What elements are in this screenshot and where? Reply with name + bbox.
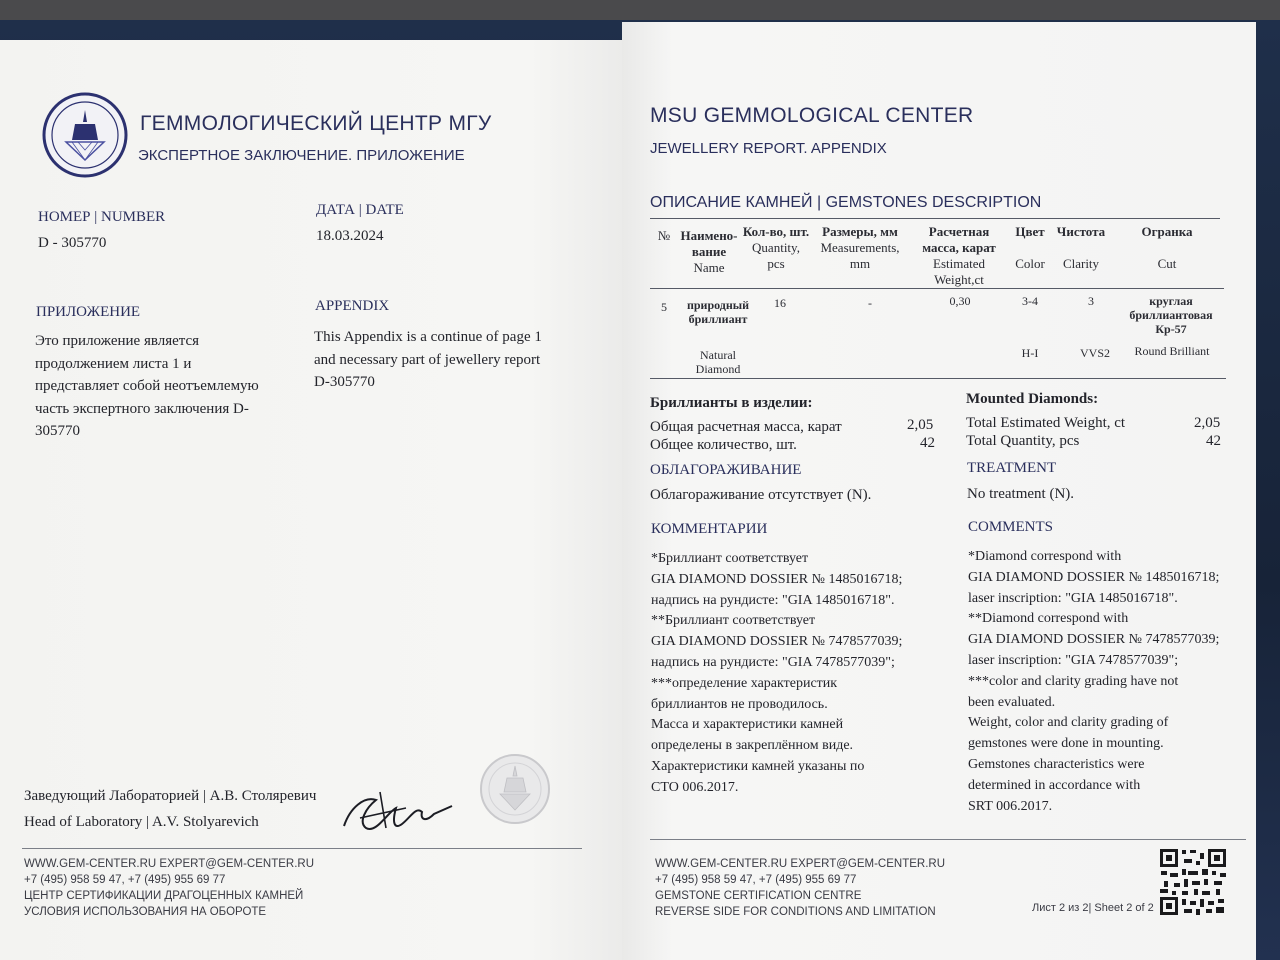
mounted-ru-title: Бриллианты в изделии: bbox=[650, 395, 813, 411]
comment-ru-line: GIA DIAMOND DOSSIER № 7478577039; bbox=[651, 634, 903, 650]
table-top-rule bbox=[650, 218, 1220, 219]
embossed-seal-icon bbox=[478, 752, 552, 826]
signature-en-role: Head of Laboratory bbox=[24, 814, 143, 830]
comment-ru-line: GIA DIAMOND DOSSIER № 1485016718; bbox=[651, 571, 903, 587]
footer-left bbox=[24, 856, 314, 920]
col-name-en: Name bbox=[693, 260, 725, 275]
mounted-en-qty-value: 42 bbox=[1206, 433, 1221, 449]
col-meas-en: Measurements, mm bbox=[820, 240, 900, 271]
row-clarity-en: VVS2 bbox=[1079, 346, 1110, 360]
mounted-en-qty-label: Total Quantity, pcs bbox=[966, 433, 1080, 449]
col-weight-ru: Расчетная масса, карат bbox=[922, 224, 996, 255]
comment-en-line: Weight, color and clarity grading of bbox=[968, 715, 1169, 731]
number-label: НОМЕР | NUMBER bbox=[38, 209, 166, 225]
row-color-ru: 3-4 bbox=[1022, 294, 1038, 308]
comment-en-line: Gemstones characteristics were bbox=[968, 756, 1145, 772]
date-value: 18.03.2024 bbox=[316, 228, 384, 244]
col-cut-en: Cut bbox=[1157, 256, 1177, 271]
number-value: D - 305770 bbox=[38, 235, 107, 251]
comment-en-line: **Diamond correspond with bbox=[968, 611, 1129, 627]
row-weight: 0,30 bbox=[949, 294, 971, 308]
col-name-header bbox=[676, 228, 742, 276]
comment-ru-line: СТО 006.2017. bbox=[651, 779, 739, 795]
row-cut-en: Round Brilliant bbox=[1134, 344, 1210, 358]
comment-en-line: ***color and clarity grading have not bbox=[968, 673, 1179, 689]
footer-rule bbox=[650, 839, 1246, 840]
footer-line: REVERSE SIDE FOR CONDITIONS AND LIMITATION bbox=[655, 906, 936, 918]
col-clarity-en: Clarity bbox=[1062, 256, 1100, 271]
appendix-en-heading: APPENDIX bbox=[315, 298, 390, 314]
mounted-ru-qty-label: Общее количество, шт. bbox=[650, 437, 797, 453]
msu-logo-seal-icon bbox=[42, 92, 128, 178]
treatment-en-heading: TREATMENT bbox=[967, 460, 1057, 476]
col-meas-header bbox=[812, 224, 908, 272]
appendix-en-text bbox=[314, 326, 604, 394]
treatment-ru-text: Облагораживание отсутствует (N). bbox=[650, 487, 872, 503]
col-cut-header bbox=[1122, 224, 1212, 272]
col-cut-ru: Огранка bbox=[1141, 224, 1193, 239]
comment-ru-line: определены в закреплённом виде. bbox=[651, 738, 854, 754]
col-color-ru: Цвет bbox=[1015, 224, 1045, 239]
col-name-ru: Наимено-вание bbox=[680, 228, 738, 259]
mounted-ru-weight-label: Общая расчетная масса, карат bbox=[650, 419, 842, 435]
signature-icon bbox=[336, 778, 460, 838]
comment-ru-line: Характеристики камней указаны по bbox=[651, 758, 865, 774]
col-color-header bbox=[1006, 224, 1054, 272]
doc-subtitle-en: JEWELLERY REPORT. APPENDIX bbox=[650, 140, 887, 157]
col-qty-header bbox=[742, 224, 810, 272]
row-no: 5 bbox=[661, 300, 667, 314]
footer-line: WWW.GEM-CENTER.RU EXPERT@GEM-CENTER.RU bbox=[24, 858, 315, 870]
mounted-en-weight-value: 2,05 bbox=[1194, 415, 1221, 431]
signature-ru-role: Заведующий Лабораторией bbox=[24, 788, 200, 804]
footer-line: WWW.GEM-CENTER.RU EXPERT@GEM-CENTER.RU bbox=[655, 858, 946, 870]
comments-ru-heading: КОММЕНТАРИИ bbox=[651, 521, 768, 537]
signature-en-name: A.V. Stolyarevich bbox=[151, 814, 259, 830]
comment-ru-line: *Бриллиант соответствует bbox=[651, 551, 809, 566]
col-qty-ru: Кол-во, шт. bbox=[742, 224, 810, 239]
row-clarity-ru: 3 bbox=[1088, 294, 1094, 308]
comment-ru-line: **Бриллиант соответствует bbox=[651, 613, 816, 629]
footer-line: УСЛОВИЯ ИСПОЛЬЗОВАНИЯ НА ОБОРОТЕ bbox=[24, 906, 267, 918]
right-page bbox=[622, 22, 1256, 960]
col-qty-en: Quantity, pcs bbox=[752, 240, 800, 271]
appendix-ru-text bbox=[35, 330, 295, 443]
appendix-en-line: This Appendix is a continue of page 1 bbox=[314, 329, 542, 345]
row-color-en: H-I bbox=[1021, 346, 1039, 360]
footer-rule bbox=[22, 848, 582, 849]
appendix-ru-line: продолжением листа 1 и bbox=[35, 355, 192, 372]
table-header-rule bbox=[650, 288, 1224, 289]
comment-en-line: gemstones were done in mounting. bbox=[968, 736, 1164, 752]
comment-ru-line: надпись на рундисте: "GIA 7478577039"; bbox=[651, 654, 895, 670]
comment-en-line: GIA DIAMOND DOSSIER № 1485016718; bbox=[968, 569, 1220, 585]
comment-ru-line: надпись на рундисте: "GIA 1485016718". bbox=[651, 592, 895, 608]
signature-ru bbox=[24, 788, 316, 805]
left-page bbox=[0, 40, 622, 960]
row-name-ru: природный бриллиант bbox=[686, 298, 750, 326]
date-label: ДАТА | DATE bbox=[316, 202, 404, 218]
col-meas-ru: Размеры, мм bbox=[822, 224, 898, 239]
row-name-en: Natural Diamond bbox=[695, 348, 741, 376]
footer-line: GEMSTONE CERTIFICATION CENTRE bbox=[655, 890, 862, 902]
appendix-ru-line: Это приложение является bbox=[35, 333, 200, 349]
comment-en-line: laser inscription: "GIA 7478577039"; bbox=[968, 652, 1179, 668]
comments-en-heading: COMMENTS bbox=[968, 519, 1054, 535]
appendix-en-line: and necessary part of jewellery report bbox=[314, 351, 541, 368]
appendix-ru-line: часть экспертного заключения D- bbox=[35, 400, 249, 417]
appendix-ru-line: 305770 bbox=[35, 423, 80, 439]
comment-en-line: GIA DIAMOND DOSSIER № 7478577039; bbox=[968, 632, 1220, 648]
appendix-en-line: D-305770 bbox=[314, 374, 375, 390]
col-no-header: № bbox=[657, 228, 671, 243]
row-qty: 16 bbox=[774, 296, 786, 310]
appendix-ru-heading: ПРИЛОЖЕНИЕ bbox=[36, 304, 141, 320]
comments-ru bbox=[651, 549, 902, 799]
mounted-ru-weight-value: 2,05 bbox=[907, 417, 934, 433]
signature-divider: | bbox=[146, 814, 152, 830]
qr-code-icon bbox=[1158, 847, 1228, 917]
col-weight-en: Estimated Weight,ct bbox=[933, 256, 985, 287]
col-weight-header bbox=[912, 224, 1006, 288]
col-clarity-header bbox=[1052, 224, 1110, 272]
signature-ru-name: А.В. Столяревич bbox=[209, 788, 317, 804]
mounted-en-weight-label: Total Estimated Weight, ct bbox=[966, 415, 1126, 431]
footer-line: +7 (495) 958 59 47, +7 (495) 955 69 77 bbox=[24, 874, 226, 886]
comment-en-line: *Diamond correspond with bbox=[968, 549, 1122, 564]
comment-en-line: been evaluated. bbox=[968, 694, 1056, 710]
comment-ru-line: бриллиантов не проводилось. bbox=[651, 696, 828, 712]
col-clarity-ru: Чистота bbox=[1056, 224, 1106, 239]
comments-en bbox=[968, 547, 1219, 817]
mounted-ru-qty-value: 42 bbox=[920, 435, 935, 451]
treatment-en-text: No treatment (N). bbox=[967, 486, 1075, 502]
table-bottom-rule bbox=[650, 378, 1226, 379]
signature-divider: | bbox=[202, 788, 210, 804]
treatment-ru-heading: ОБЛАГОРАЖИВАНИЕ bbox=[650, 462, 802, 478]
footer-right bbox=[655, 856, 945, 920]
footer-line: +7 (495) 958 59 47, +7 (495) 955 69 77 bbox=[655, 874, 857, 886]
row-cut-ru: круглая бриллиантовая Кр-57 bbox=[1129, 294, 1213, 336]
footer-line: ЦЕНТР СЕРТИФИКАЦИИ ДРАГОЦЕННЫХ КАМНЕЙ bbox=[24, 890, 304, 902]
mounted-en-title: Mounted Diamonds: bbox=[966, 391, 1099, 407]
signature-en bbox=[24, 814, 259, 831]
comment-en-line: laser inscription: "GIA 1485016718". bbox=[968, 590, 1178, 606]
comment-ru-line: Масса и характеристики камней bbox=[651, 717, 844, 733]
doc-subtitle-ru: ЭКСПЕРТНОЕ ЗАКЛЮЧЕНИЕ. ПРИЛОЖЕНИЕ bbox=[138, 147, 465, 164]
org-title-ru: ГЕММОЛОГИЧЕСКИЙ ЦЕНТР МГУ bbox=[140, 112, 492, 135]
appendix-ru-line: представляет собой неотъемлемую bbox=[35, 378, 259, 394]
col-color-en: Color bbox=[1015, 256, 1045, 271]
sheet-label: Лист 2 из 2| Sheet 2 of 2 bbox=[1032, 902, 1154, 914]
comment-en-line: determined in accordance with bbox=[968, 777, 1141, 793]
comment-en-line: SRT 006.2017. bbox=[968, 798, 1053, 814]
row-meas: - bbox=[868, 296, 872, 310]
org-title-en: MSU GEMMOLOGICAL CENTER bbox=[650, 104, 974, 127]
section-title: ОПИСАНИЕ КАМНЕЙ | GEMSTONES DESCRIPTION bbox=[650, 194, 1042, 211]
comment-ru-line: ***определение характеристик bbox=[651, 675, 838, 691]
